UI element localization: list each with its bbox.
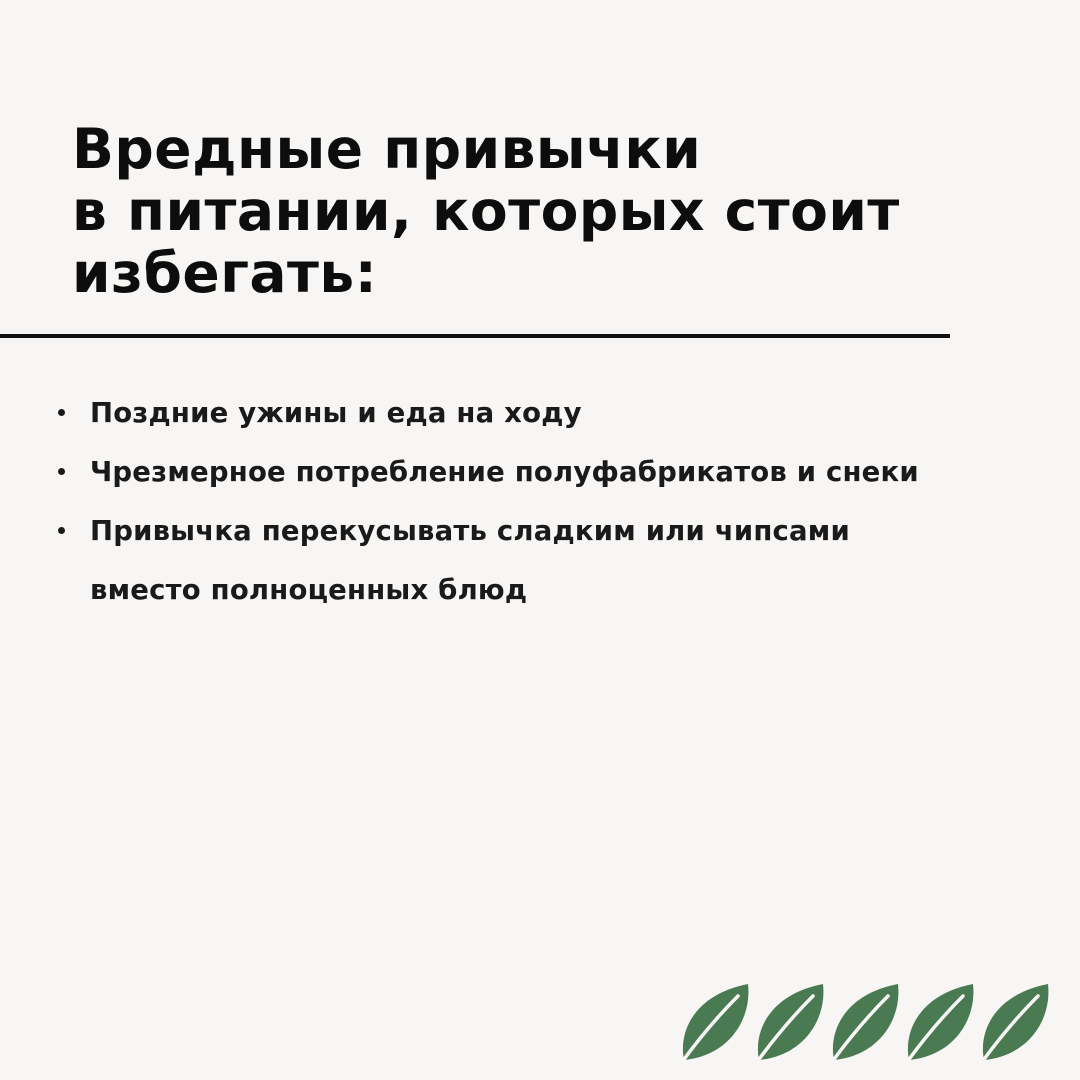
title-line-1: Вредные привычки [72, 117, 702, 181]
leaf-icon [976, 980, 1052, 1064]
title-line-3: избегать: [72, 241, 378, 305]
leaf-icon [751, 980, 827, 1064]
leaf-icon [826, 980, 902, 1064]
list-item [58, 502, 1018, 620]
list-item [58, 384, 1018, 443]
leaf-decoration [676, 980, 1060, 1066]
list-item-text: Поздние ужины и еда на ходу [90, 397, 582, 429]
list-item [58, 443, 1018, 502]
title-divider [0, 334, 950, 338]
bullet-icon [58, 409, 65, 416]
habits-list [58, 384, 1018, 620]
list-item-text: Чрезмерное потребление полуфабрикатов и снеки [90, 456, 919, 488]
list-item-text: Привычка перекусывать сладким или чипсами [90, 515, 850, 547]
leaf-icon [676, 980, 752, 1064]
leaf-icon [901, 980, 977, 1064]
list-item-text-continued: вместо полноценных блюд [90, 574, 528, 606]
bullet-icon [58, 527, 65, 534]
bullet-icon [58, 468, 65, 475]
title-line-2: в питании, которых стоит [72, 179, 900, 243]
page-title [72, 118, 1032, 304]
